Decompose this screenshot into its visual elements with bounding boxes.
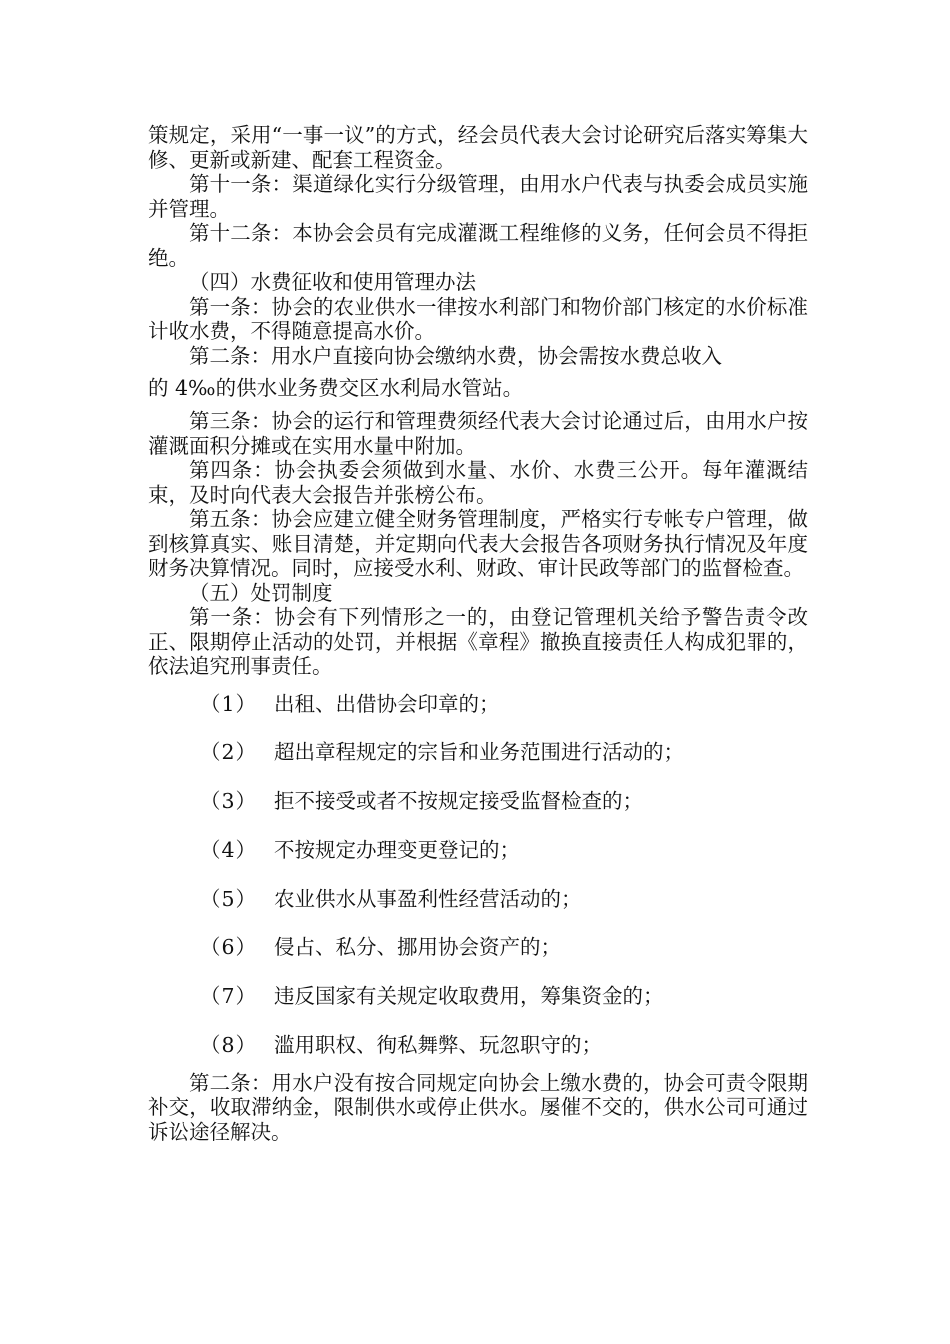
- list-item-text: 超出章程规定的宗旨和业务范围进行活动的；: [274, 740, 684, 765]
- list-item-text: 拒不接受或者不按规定接受监督检查的；: [274, 789, 643, 814]
- list-item: [148, 882, 808, 931]
- list-item: [148, 687, 808, 736]
- list-item: [148, 784, 808, 833]
- list-item-number: （7）: [200, 984, 258, 1009]
- paragraph-penalty-article-2: 第二条：用水户没有按合同规定向协会上缴水费的，协会可责令限期补交，收取滞纳金，限制供水或停止供水。屡催不交的，供水公司可通过诉讼途径解决。: [148, 1070, 808, 1144]
- list-item-number: （2）: [200, 740, 258, 765]
- list-item-text: 农业供水从事盈利性经营活动的；: [274, 886, 582, 911]
- list-item-text: 侵占、私分、挪用协会资产的；: [274, 935, 561, 960]
- paragraph-article-12: 第十二条：本协会会员有完成灌溉工程维修的义务，任何会员不得拒绝。: [148, 221, 808, 270]
- section-heading-water-fee: （四）水费征收和使用管理办法: [189, 270, 476, 294]
- penalty-list: [148, 687, 808, 1077]
- list-item-number: （4）: [200, 837, 258, 862]
- list-item: [148, 1028, 808, 1077]
- paragraph-penalty-article-1: 第一条：协会有下列情形之一的，由登记管理机关给予警告责令改正、限期停止活动的处罚，并根据《章程》撤换直接责任人构成犯罪的，依法追究刑事责任。: [148, 605, 808, 678]
- list-item: [148, 979, 808, 1028]
- list-item-text: 出租、出借协会印章的；: [274, 691, 500, 716]
- list-item: [148, 735, 808, 784]
- list-item-number: （1）: [200, 691, 258, 716]
- list-item-number: （5）: [200, 886, 258, 911]
- paragraph-fee-article-5: 第五条：协会应建立健全财务管理制度，严格实行专帐专户管理，做到核算真实、账目清楚，并定期向代表大会报告各项财务执行情况及年度财务决算情况。同时，应接受水利、财政、审计民政等部门的监督检查。: [148, 507, 808, 580]
- paragraph-fee-article-3: 第三条：协会的运行和管理费须经代表大会讨论通过后，由用水户按灌溉面积分摊或在实用水量中附加。: [148, 409, 808, 458]
- paragraph-fee-article-2-line1: 第二条：用水户直接向协会缴纳水费，协会需按水费总收入: [189, 343, 722, 368]
- paragraph-funding-rule: 策规定，采用“一事一议”的方式，经会员代表大会讨论研究后落实筹集大修、更新或新建、配套工程资金。: [148, 123, 808, 172]
- paragraph-fee-article-4: 第四条：协会执委会须做到水量、水价、水费三公开。每年灌溉结束，及时向代表大会报告并张榜公布。: [148, 458, 808, 507]
- section-heading-penalty: （五）处罚制度: [189, 580, 333, 605]
- list-item-text: 滥用职权、徇私舞弊、玩忽职守的；: [274, 1033, 602, 1058]
- list-item-number: （3）: [200, 789, 258, 814]
- document-page: [148, 123, 808, 1144]
- list-item: [148, 833, 808, 882]
- paragraph-article-11: 第十一条：渠道绿化实行分级管理，由用水户代表与执委会成员实施并管理。: [148, 172, 808, 221]
- paragraph-fee-article-2-line2: 的 4‰的供水业务费交区水利局水管站。: [148, 376, 524, 400]
- list-item-number: （6）: [200, 935, 258, 960]
- list-item-text: 违反国家有关规定收取费用，筹集资金的；: [274, 984, 664, 1009]
- paragraph-fee-article-1: 第一条：协会的农业供水一律按水利部门和物价部门核定的水价标准计收水费，不得随意提高水价。: [148, 294, 808, 343]
- list-item: [148, 930, 808, 979]
- list-item-number: （8）: [200, 1033, 258, 1058]
- list-item-text: 不按规定办理变更登记的；: [274, 837, 520, 862]
